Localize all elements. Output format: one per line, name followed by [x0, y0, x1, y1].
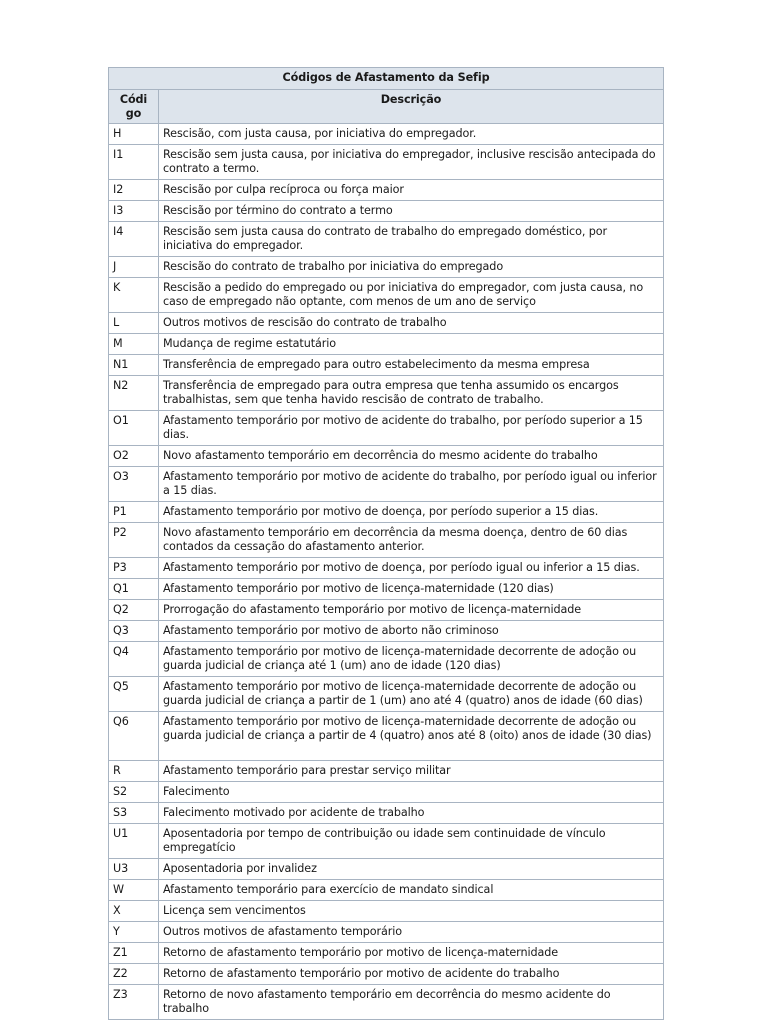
code-cell: U3 [109, 859, 159, 880]
table-title-row [109, 68, 664, 90]
table-row [109, 824, 664, 859]
code-cell: M [109, 334, 159, 355]
table-row [109, 901, 664, 922]
code-cell: Z1 [109, 943, 159, 964]
code-cell: H [109, 124, 159, 145]
description-cell: Rescisão sem justa causa, por iniciativa do empregador, inclusive rescisão antecipada do contrato a termo. [159, 145, 664, 180]
code-cell: P1 [109, 502, 159, 523]
description-cell: Retorno de novo afastamento temporário em decorrência do mesmo acidente do trabalho [159, 985, 664, 1020]
description-cell: Retorno de afastamento temporário por motivo de licença-maternidade [159, 943, 664, 964]
table-row [109, 677, 664, 712]
code-cell: Z2 [109, 964, 159, 985]
code-cell: S3 [109, 803, 159, 824]
table-row [109, 222, 664, 257]
description-cell: Rescisão sem justa causa do contrato de trabalho do empregado doméstico, por iniciativa do empregador. [159, 222, 664, 257]
table-row [109, 859, 664, 880]
table-row [109, 712, 664, 761]
table-row [109, 943, 664, 964]
table-row [109, 201, 664, 222]
description-cell: Afastamento temporário por motivo de licença-maternidade decorrente de adoção ou guarda judicial de criança a partir de 1 (um) ano até 4 (quatro) anos de idade (60 dias) [159, 677, 664, 712]
code-cell: R [109, 761, 159, 782]
table-row [109, 180, 664, 201]
table-row [109, 922, 664, 943]
sefip-codes-sheet [108, 67, 663, 1020]
code-cell: Q4 [109, 642, 159, 677]
table-row [109, 600, 664, 621]
description-cell: Transferência de empregado para outra empresa que tenha assumido os encargos trabalhistas, sem que tenha havido rescisão de contrato de trabalho. [159, 376, 664, 411]
code-cell: W [109, 880, 159, 901]
description-cell: Novo afastamento temporário em decorrência da mesma doença, dentro de 60 dias contados da cessação do afastamento anterior. [159, 523, 664, 558]
code-cell: I3 [109, 201, 159, 222]
description-cell: Aposentadoria por tempo de contribuição ou idade sem continuidade de vínculo empregatício [159, 824, 664, 859]
code-cell: L [109, 313, 159, 334]
description-cell: Afastamento temporário por motivo de licença-maternidade decorrente de adoção ou guarda judicial de criança a partir de 4 (quatro) anos até 8 (oito) anos de idade (30 dias) [159, 712, 664, 761]
table-header-row [109, 90, 664, 124]
description-cell: Rescisão, com justa causa, por iniciativa do empregador. [159, 124, 664, 145]
code-cell: I1 [109, 145, 159, 180]
description-cell: Outros motivos de afastamento temporário [159, 922, 664, 943]
code-cell: Q5 [109, 677, 159, 712]
code-cell: O2 [109, 446, 159, 467]
code-cell: U1 [109, 824, 159, 859]
description-cell: Afastamento temporário por motivo de licença-maternidade (120 dias) [159, 579, 664, 600]
description-cell: Novo afastamento temporário em decorrência do mesmo acidente do trabalho [159, 446, 664, 467]
code-column-header: Código [109, 90, 159, 124]
description-cell: Licença sem vencimentos [159, 901, 664, 922]
code-cell: I2 [109, 180, 159, 201]
table-row [109, 145, 664, 180]
description-cell: Rescisão por culpa recíproca ou força maior [159, 180, 664, 201]
description-cell: Falecimento [159, 782, 664, 803]
code-cell: Y [109, 922, 159, 943]
code-cell: S2 [109, 782, 159, 803]
table-row [109, 313, 664, 334]
description-cell: Afastamento temporário por motivo de acidente do trabalho, por período superior a 15 dias. [159, 411, 664, 446]
table-row [109, 376, 664, 411]
table-row [109, 579, 664, 600]
table-row [109, 782, 664, 803]
description-cell: Afastamento temporário por motivo de licença-maternidade decorrente de adoção ou guarda judicial de criança até 1 (um) ano de idade (120 dias) [159, 642, 664, 677]
table-row [109, 642, 664, 677]
description-cell: Prorrogação do afastamento temporário por motivo de licença-maternidade [159, 600, 664, 621]
description-cell: Afastamento temporário por motivo de doença, por período superior a 15 dias. [159, 502, 664, 523]
table-row [109, 880, 664, 901]
description-cell: Afastamento temporário por motivo de doença, por período igual ou inferior a 15 dias. [159, 558, 664, 579]
description-cell: Outros motivos de rescisão do contrato de trabalho [159, 313, 664, 334]
description-cell: Afastamento temporário por motivo de acidente do trabalho, por período igual ou inferior a 15 dias. [159, 467, 664, 502]
table-row [109, 411, 664, 446]
table-row [109, 355, 664, 376]
code-cell: Q2 [109, 600, 159, 621]
code-cell: Q1 [109, 579, 159, 600]
description-cell: Afastamento temporário por motivo de aborto não criminoso [159, 621, 664, 642]
code-cell: Q3 [109, 621, 159, 642]
table-row [109, 761, 664, 782]
description-cell: Afastamento temporário para exercício de mandato sindical [159, 880, 664, 901]
description-cell: Rescisão a pedido do empregado ou por iniciativa do empregador, com justa causa, no caso de empregado não optante, com menos de um ano de serviço [159, 278, 664, 313]
description-cell: Mudança de regime estatutário [159, 334, 664, 355]
table-row [109, 124, 664, 145]
description-cell: Rescisão do contrato de trabalho por iniciativa do empregado [159, 257, 664, 278]
table-row [109, 964, 664, 985]
description-cell: Transferência de empregado para outro estabelecimento da mesma empresa [159, 355, 664, 376]
description-cell: Falecimento motivado por acidente de trabalho [159, 803, 664, 824]
table-row [109, 257, 664, 278]
description-cell: Rescisão por término do contrato a termo [159, 201, 664, 222]
code-cell: X [109, 901, 159, 922]
code-cell: Z3 [109, 985, 159, 1020]
table-row [109, 334, 664, 355]
table-row [109, 985, 664, 1020]
table-title: Códigos de Afastamento da Sefip [109, 68, 664, 90]
code-cell: O3 [109, 467, 159, 502]
table-row [109, 803, 664, 824]
code-cell: P3 [109, 558, 159, 579]
code-cell: Q6 [109, 712, 159, 761]
description-cell: Retorno de afastamento temporário por motivo de acidente do trabalho [159, 964, 664, 985]
table-row [109, 467, 664, 502]
code-cell: O1 [109, 411, 159, 446]
code-cell: N2 [109, 376, 159, 411]
code-cell: K [109, 278, 159, 313]
table-row [109, 523, 664, 558]
description-cell: Aposentadoria por invalidez [159, 859, 664, 880]
table-row [109, 446, 664, 467]
description-column-header: Descrição [159, 90, 664, 124]
table-row [109, 502, 664, 523]
table-row [109, 621, 664, 642]
table-body [109, 124, 664, 1020]
sefip-codes-table [108, 67, 664, 1020]
code-cell: N1 [109, 355, 159, 376]
description-cell: Afastamento temporário para prestar serviço militar [159, 761, 664, 782]
code-cell: P2 [109, 523, 159, 558]
table-row [109, 278, 664, 313]
code-cell: I4 [109, 222, 159, 257]
code-cell: J [109, 257, 159, 278]
table-row [109, 558, 664, 579]
